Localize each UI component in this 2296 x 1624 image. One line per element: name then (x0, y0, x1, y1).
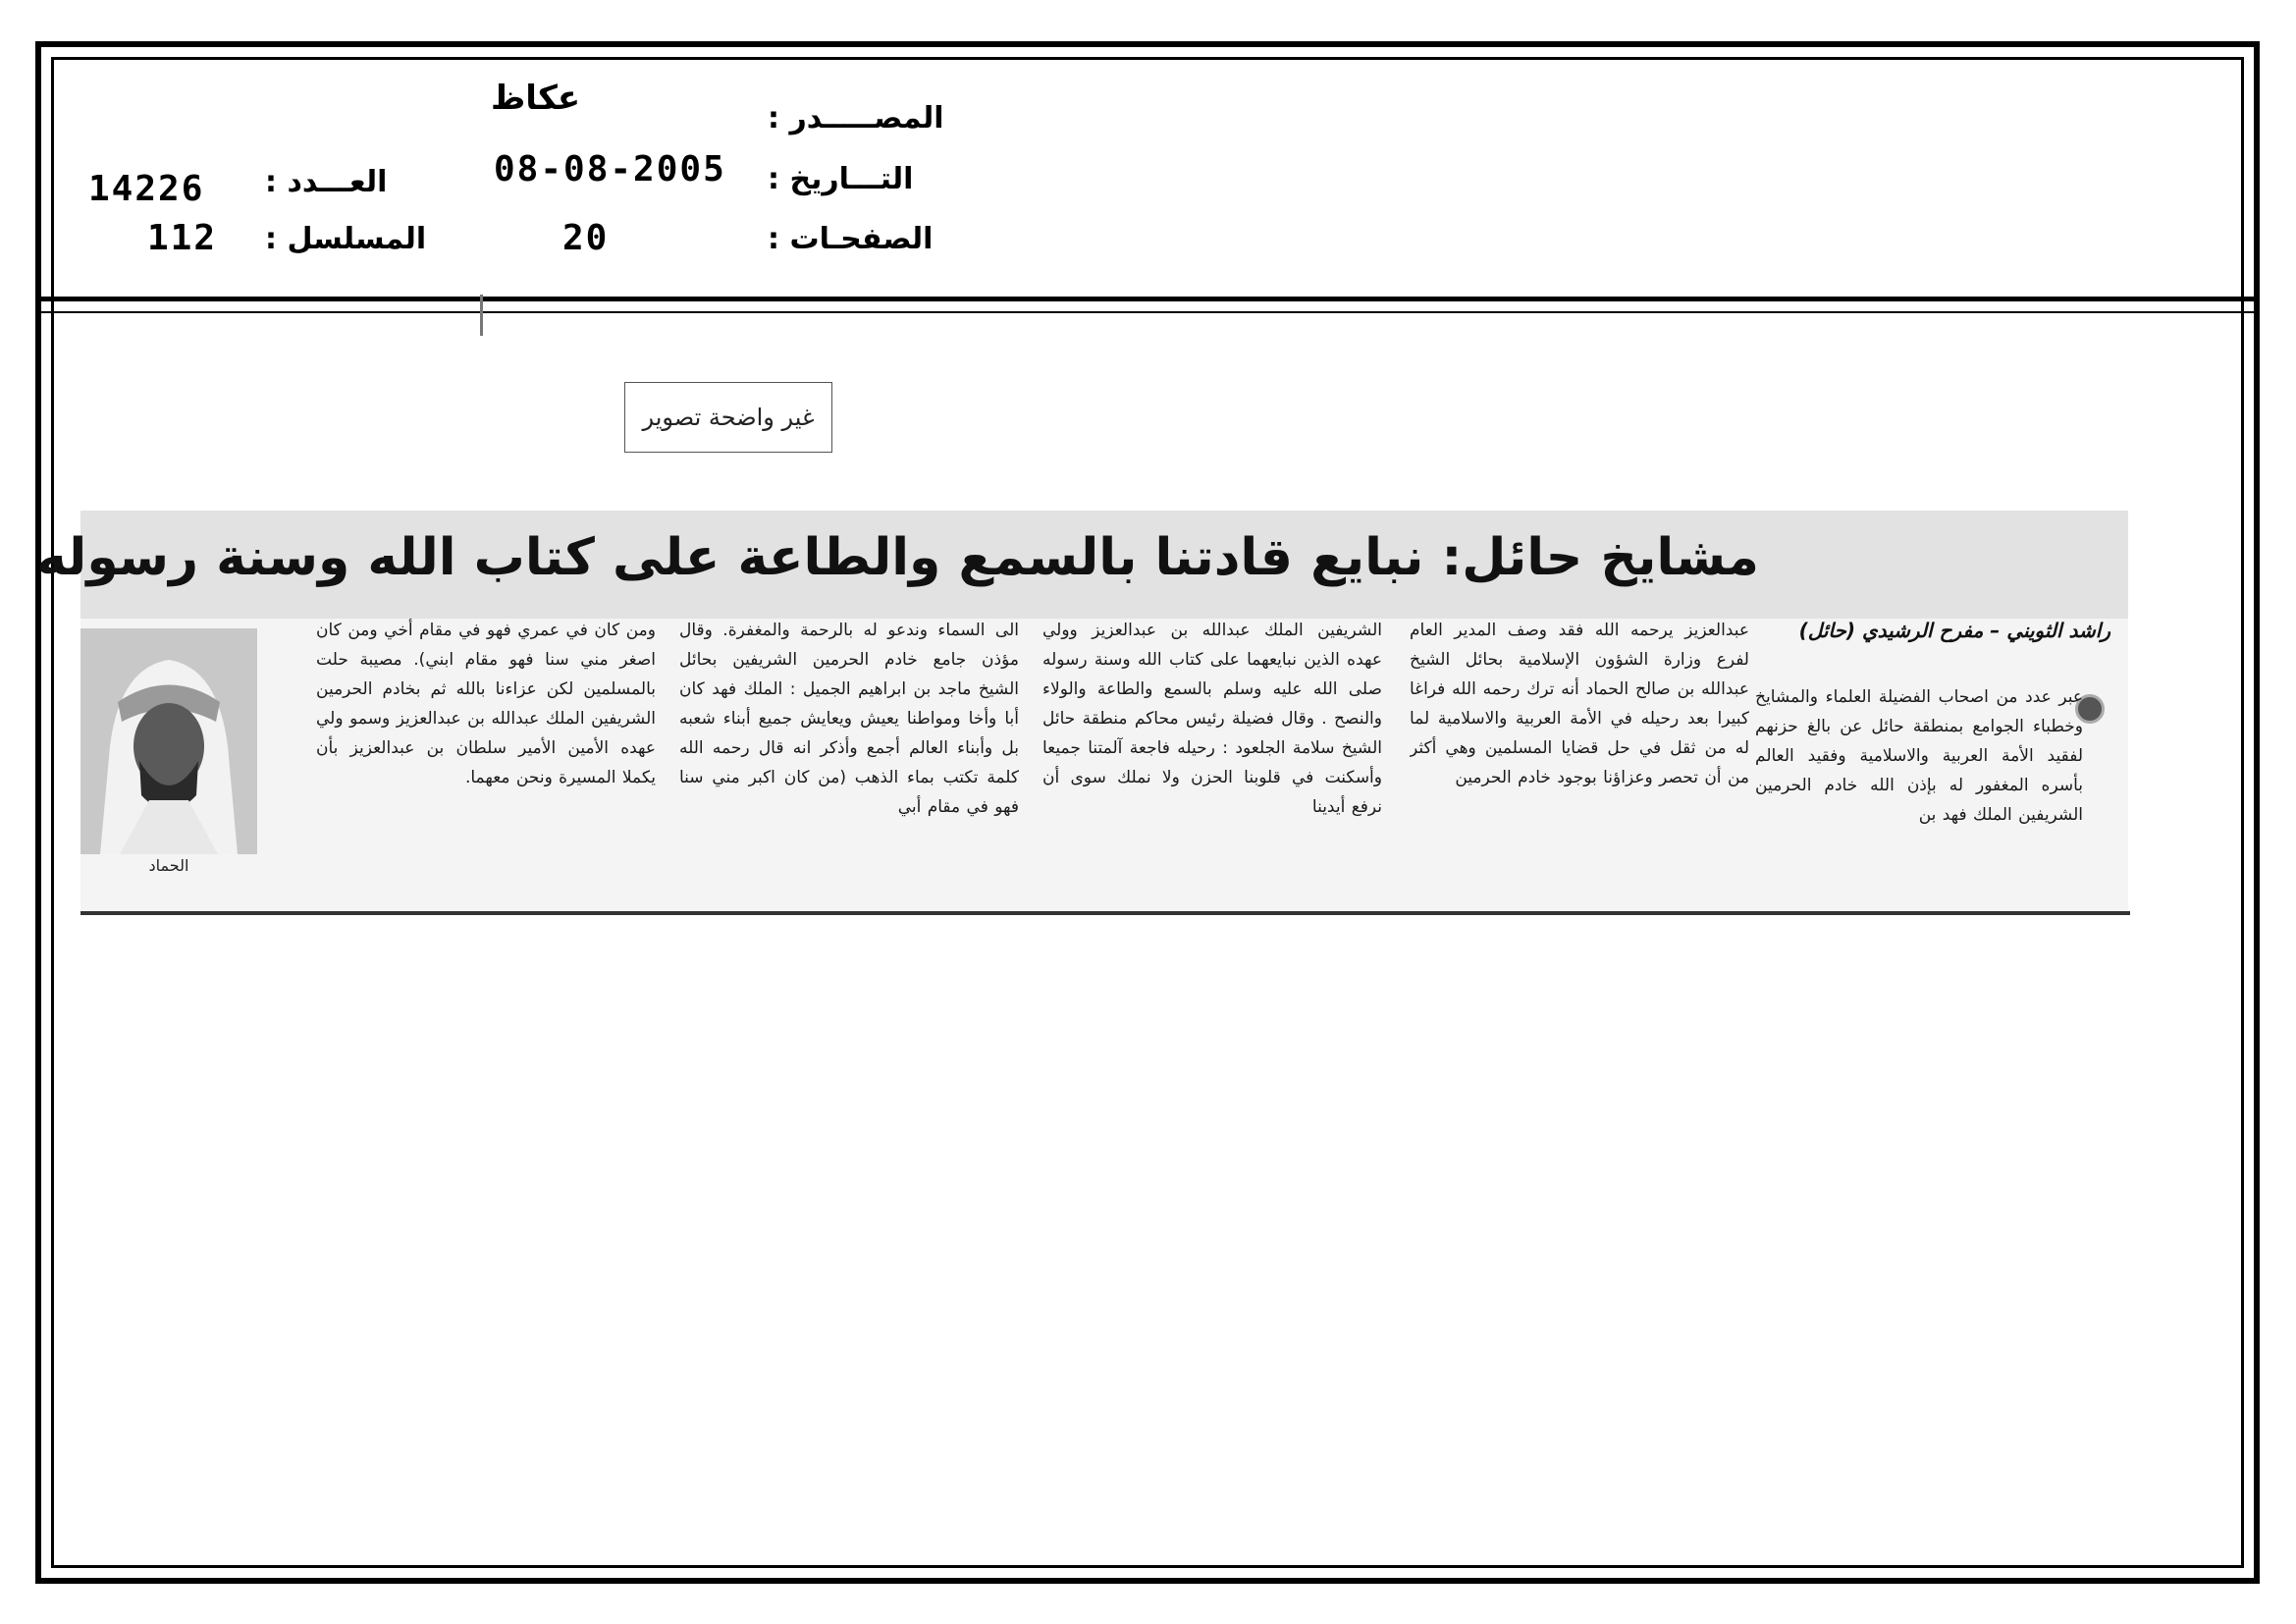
header-divider (39, 297, 2256, 301)
pages-value: 20 (562, 218, 610, 258)
article-column-4: الى السماء وندعو له بالرحمة والمغفرة. وقال مؤذن جامع خادم الحرمين الشريفين بحائل الشيخ ماجد بن ابراهيم الجميل : الملك فهد كان أبا وأخا ومواطنا يعيش ويعايش جميع أبناء شعبه بل وأبناء العالم أجمع وأذكر انه قال رحمه الله كلمة تكتب بماء الذهب (من كان اكبر مني سنا فهو في مقام أبي (679, 621, 1019, 817)
clipping-bottom-rule (80, 911, 2130, 915)
article-column-1: عبر عدد من اصحاب الفضيلة العلماء والمشايخ وخطباء الجوامع بمنطقة حائل عن بالغ حزنهم لفقيد الأمة العربية والاسلامية وفقيد العالم بأسره المغفور له بإذن الله خادم الحرمين الشريفين الملك فهد بن (1755, 687, 2083, 825)
date-label: التـــاريخ : (768, 162, 914, 196)
header-divider-thin (39, 311, 2256, 313)
article-column-5: ومن كان في عمري فهو في مقام أخي ومن كان اصغر مني سنا فهو مقام ابني). مصيبة حلت بالمسلمين لكن عزاءنا بالله ثم بخادم الحرمين الشريفين الملك عبدالله بن عبدالعزيز وسمو ولي عهده الأمين الأمير سلطان بن عبدالعزيز بأن يكملا المسيرة ونحن معهما. (316, 621, 656, 787)
article-column-3: الشريفين الملك عبدالله بن عبدالعزيز وولي عهده الذين نبايعهما على كتاب الله وسنة رسوله صلى الله عليه وسلم بالسمع والطاعة والولاء والنصح . وقال فضيلة رئيس محاكم منطقة حائل الشيخ سلامة الجلعود : رحيله فاجعة آلمتنا جميعا وأسكنت في قلوبنا الحزن ولا نملك سوى أن نرفع أيدينا (1042, 621, 1382, 817)
serial-label: المسلسل : (265, 222, 427, 256)
scan-mark (480, 295, 483, 336)
issue-label: العـــدد : (265, 165, 388, 199)
unclear-copy-note: غير واضحة تصوير (624, 382, 832, 453)
article-byline: راشد الثويني – مفرح الرشيدي (حائل) (1798, 619, 2110, 642)
article-headline: مشايخ حائل: نبايع قادتنا بالسمع والطاعة على كتاب الله وسنة رسوله (36, 528, 1759, 587)
portrait-photo (80, 628, 257, 854)
serial-value: 112 (147, 218, 218, 258)
article-column-2: عبدالعزيز يرحمه الله فقد وصف المدير العام لفرع وزارة الشؤون الإسلامية بحائل الشيخ عبدالله بن صالح الحماد أنه ترك رحمه الله فراغا كبيرا بعد رحيله في الأمة العربية والاسلامية لما له من ثقل في حل قضايا المسلمين وهي أكثر من أن تحصر وعزاؤنا بوجود خادم الحرمين (1410, 621, 1749, 787)
newspaper-clipping (36, 511, 2128, 913)
source-value: عكاظ (491, 79, 581, 118)
pages-label: الصفحـات : (768, 222, 934, 256)
photo-caption: الحماد (148, 856, 189, 875)
date-value: 08-08-2005 (494, 149, 726, 189)
source-label: المصـــــدر : (768, 101, 944, 135)
issue-value: 14226 (88, 169, 205, 209)
